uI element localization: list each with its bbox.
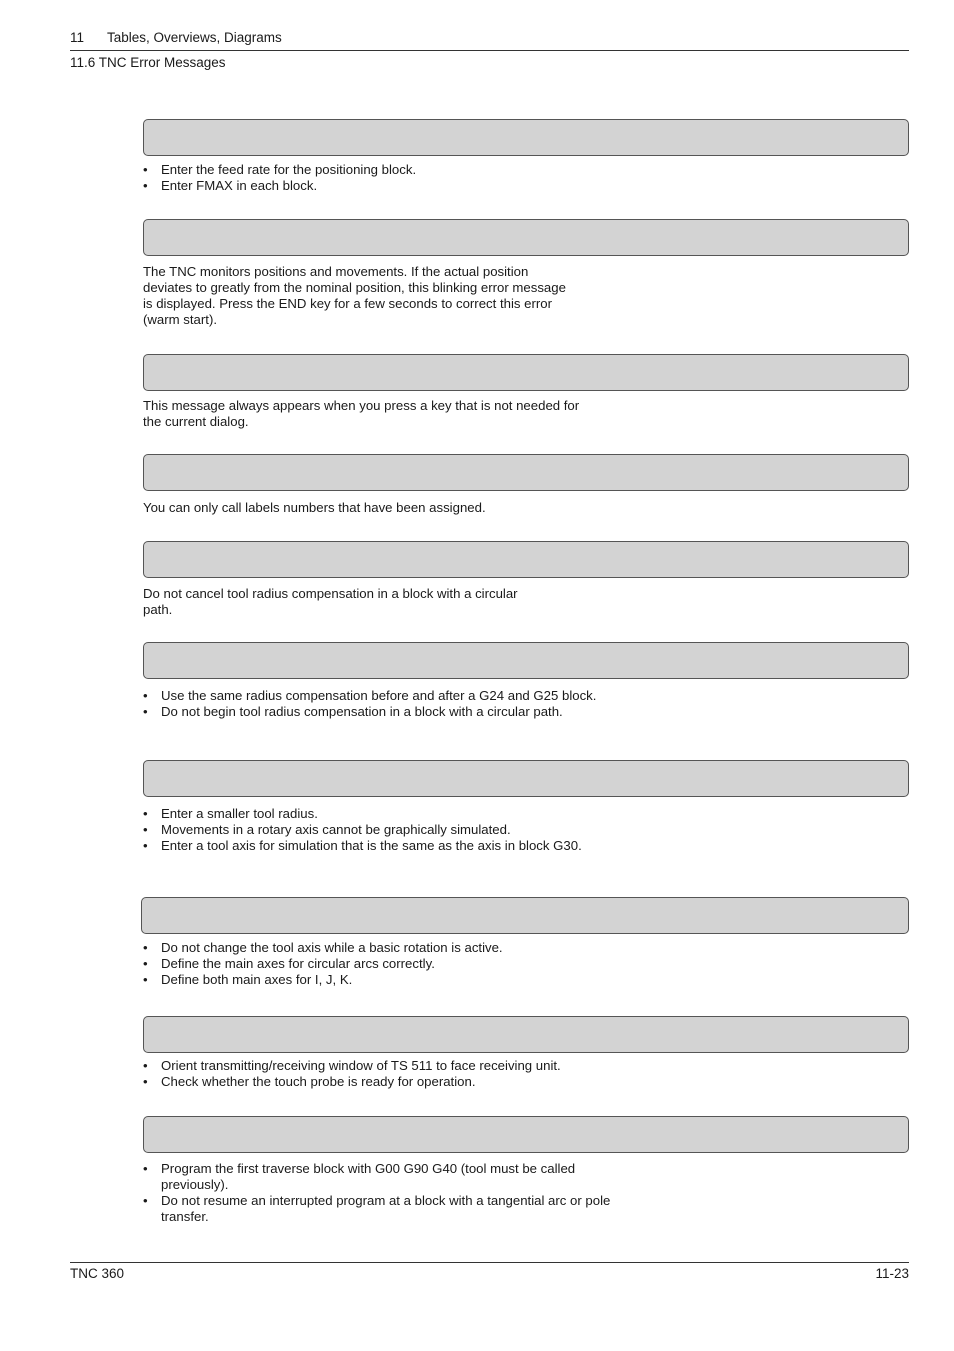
list-item: • Do not change the tool axis while a basic rotation is active. [143,940,643,956]
error-remedy-3 [143,398,633,430]
error-remedy-7 [143,806,608,854]
remedy-list [143,806,608,854]
list-item: • Movements in a rotary axis cannot be graphically simulated. [143,822,608,838]
paragraph-line: Do not cancel tool radius compensation in a block with a circular [143,586,518,601]
running-header [70,30,909,51]
error-remedy-2 [143,264,623,328]
list-item: • Program the first traverse block with G00 G90 G40 (tool must be called previously). [143,1161,633,1193]
list-item: • Do not begin tool radius compensation in a block with a circular path. [143,704,613,720]
paragraph-line: the current dialog. [143,414,249,429]
error-message-box-2 [143,219,909,256]
error-remedy-10 [143,1161,633,1225]
error-remedy-6 [143,688,613,720]
list-item: • Define the main axes for circular arcs correctly. [143,956,643,972]
chapter-number: 11 [70,30,85,45]
list-item: • Enter FMAX in each block. [143,178,643,194]
error-message-box-6 [143,642,909,679]
error-message-box-10 [143,1116,909,1153]
chapter-title: Tables, Overviews, Diagrams [107,30,282,45]
paragraph-line: path. [143,602,173,617]
paragraph-line: This message always appears when you press a key that is not needed for [143,398,580,413]
list-item: • Define both main axes for I, J, K. [143,972,643,988]
page-footer [70,1262,909,1281]
error-message-box-3 [143,354,909,391]
error-remedy-5 [143,586,643,618]
error-remedy-1 [143,162,643,194]
remedy-list [143,1058,643,1090]
remedy-list [143,162,643,194]
list-item: • Enter a smaller tool radius. [143,806,608,822]
error-message-box-5 [143,541,909,578]
paragraph-line: The TNC monitors positions and movements. If the actual position [143,264,529,279]
paragraph-line: (warm start). [143,312,217,327]
list-item: • Check whether the touch probe is ready for operation. [143,1074,643,1090]
error-message-box-4 [143,454,909,491]
section-title: 11.6 TNC Error Messages [70,55,226,70]
list-item: • Orient transmitting/receiving window of TS 511 to face receiving unit. [143,1058,643,1074]
remedy-list [143,940,643,988]
error-remedy-8 [143,940,643,988]
paragraph-line: is displayed. Press the END key for a few seconds to correct this error [143,296,552,311]
error-remedy-9 [143,1058,643,1090]
paragraph-line: You can only call labels numbers that have been assigned. [143,500,486,515]
error-message-box-8 [141,897,909,934]
manual-name: TNC 360 [70,1266,125,1281]
paragraph-line: deviates to greatly from the nominal position, this blinking error message [143,280,566,295]
error-message-box-9 [143,1016,909,1053]
error-message-box-1 [143,119,909,156]
error-message-box-7 [143,760,909,797]
list-item: • Use the same radius compensation before and after a G24 and G25 block. [143,688,613,704]
list-item: • Enter a tool axis for simulation that is the same as the axis in block G30. [143,838,608,854]
list-item: • Do not resume an interrupted program at a block with a tangential arc or pole transfer. [143,1193,633,1225]
remedy-list [143,1161,633,1225]
error-remedy-4 [143,500,643,516]
page-number: 11-23 [875,1266,909,1281]
remedy-list [143,688,613,720]
list-item: • Enter the feed rate for the positioning block. [143,162,643,178]
